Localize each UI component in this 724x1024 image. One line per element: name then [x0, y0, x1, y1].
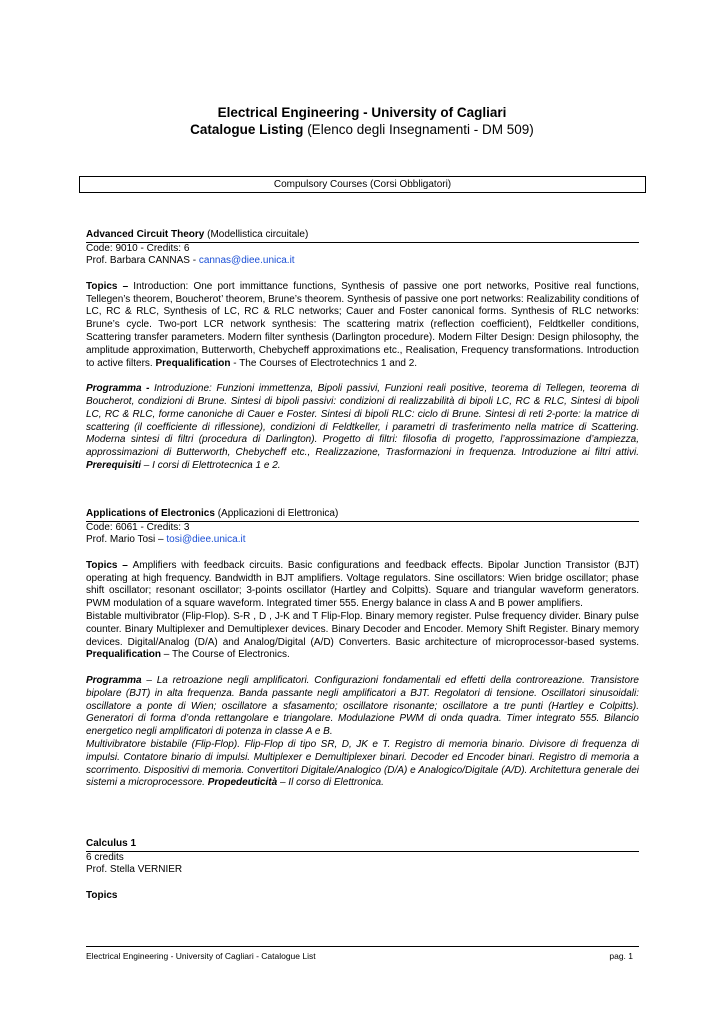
- course-code: Code: 9010 - Credits: 6: [86, 242, 190, 254]
- topics-text: Amplifiers with feedback circuits. Basic configurations and feedback effects. Bipolar Junction Transistor (BJT) operating at high frequency. Bandwidth in BJT amplifiers. Voltage regulators. Sine oscillators: Wien bridge oscillator; phase shift oscillator; resonant oscillator; 3-points oscillator (Hartley and Colpitts). Square and triangular waveform generators. PWM modulation of a square waveform. Integrated timer 555. Energy balance in class A and B power amplifiers.: [86, 559, 639, 610]
- course-advanced-circuit-theory: [86, 229, 639, 473]
- course-calculus-1: [86, 838, 639, 903]
- professor-name: Prof. Mario Tosi –: [86, 534, 167, 546]
- course-heading: [86, 508, 639, 522]
- course-applications-of-electronics: [86, 508, 639, 790]
- course-name: Advanced Circuit Theory: [86, 229, 205, 240]
- course-name: Applications of Electronics: [86, 508, 215, 519]
- programma-text: – La retroazione negli amplificatori. Configurazioni fondamentali ed effetti della controreazione. Transistore bipolare (BJT) in alta frequenza. Banda passante negli amplificatori a BJT. Regolatori di tensione. Oscillatori sinusoidali: oscillatore a ponte di Wien; oscillatore a sfasamento; oscillatore risonante; oscillatore a tre punti (Hartley e Colpitts). Generatori di forma d’onda rettangolare e triangolare. Modulazione PWM di onda quadra. Timer integrato 555. Bilancio energetico negli amplificatori di potenza in classe A e B.: [86, 675, 639, 738]
- course-name-it: (Applicazioni di Elettronica): [214, 508, 339, 519]
- document-title: Electrical Engineering - University of Cagliari: [217, 105, 507, 120]
- subtitle-bold: Catalogue Listing: [190, 122, 304, 137]
- topics-label: Topics –: [86, 559, 133, 571]
- page-footer: [86, 946, 639, 961]
- prereq-text: - The Courses of Electrotechnics 1 and 2.: [230, 357, 418, 369]
- prereq-it-text: – Il corso di Elettronica.: [277, 777, 384, 789]
- programma-label: Programma -: [86, 383, 155, 395]
- course-topics: [86, 281, 639, 371]
- course-topics: [86, 890, 639, 903]
- prereq-label: Prequalification: [155, 357, 231, 369]
- prereq-it-label: Propedeuticità: [207, 777, 278, 789]
- course-heading: [86, 229, 639, 243]
- prereq-text: – The Course of Electronics.: [161, 649, 290, 661]
- course-professor: [86, 255, 639, 268]
- prereq-it-label: Prerequisiti: [86, 460, 142, 472]
- professor-email-link[interactable]: tosi@diee.unica.it: [166, 534, 246, 546]
- course-programma: [86, 383, 639, 473]
- professor-name: Prof. Barbara CANNAS -: [86, 255, 199, 267]
- subtitle-rest: (Elenco degli Insegnamenti - DM 509): [303, 122, 534, 137]
- course-programma-continued: [86, 739, 639, 790]
- course-name: Calculus 1: [86, 838, 137, 849]
- page-number: pag. 1: [609, 951, 633, 961]
- topics-label: Topics –: [86, 280, 134, 292]
- programma-text-2: Multivibratore bistabile (Flip-Flop). Flip-Flop di tipo SR, D, JK e T. Registro di memoria binario. Divisore di frequenza di impulsi. Contatore binario di impulsi. Multiplexer e Demultiplexer binari. Decoder ed Encoder binari. Registro di memoria a scorrimento. Dispositivi di memoria. Convertitori Digitale/Analogico (D/A) e Analogico/Digitale (A/D). Architettura generale dei sistemi a microprocessore.: [86, 739, 639, 789]
- footer-title: Electrical Engineering - University of Cagliari - Catalogue List: [86, 951, 316, 961]
- course-professor: [86, 534, 639, 547]
- course-topics-continued: [86, 611, 639, 662]
- course-credits: 6 credits: [86, 851, 124, 863]
- programma-label: Programma: [86, 675, 142, 687]
- course-topics: [86, 560, 639, 611]
- topics-text: Introduction: One port immittance functions, Synthesis of passive one port networks, Positive real functions, Tellegen’s theorem, Boucherot’ theorem, Brune’s theorem. Synthesis of passive one port networks: Realizability conditions of LC, RC & RLC, Synthesis of LC, RC & RLC networks; Cauer and Foster canonical forms. Synthesis of RLC networks: Brune’s cycle. Two-port LCR network synthesis: The scattering matrix (reflection coefficient), Feldtkeller conditions, Scattering transfer parameters. Modern filter synthesis (Darlington procedure). Modern Filter Design: Design philosophy, the amplitude approximation, Butterworth, Chebycheff approximations etc., Realisation, Frequency transformations. Introduction to active filters.: [86, 280, 639, 369]
- programma-text: Introduzione: Funzioni immettenza, Bipoli passivi, Funzioni reali positive, teorema di Tellegen, teorema di Boucherot, condizioni di Brune. Sintesi di bipoli passivi: condizioni di realizzabilità di bipoli LC, RC & RLC, Sintesi di bipoli LC, RC & RLC, forme canoniche di Cauer e Foster. Sintesi di bipoli RLC: ciclo di Brune. Sintesi di reti 2-porte: la matrice di scattering (il coefficiente di riflessione), condizioni di Feldtkeller, i parametri di trasferimento nella matrice di Scattering. Moderna sintesi di filtri (procedura di Darlington). Progetto di filtri: filosofia di progetto, l’approssimazione d’ampiezza, approssimazioni di Butterworth, Chebycheff etc., Realizzazione, Trasformazioni in frequenza. Introduzione ai filtri attivi.: [86, 383, 639, 459]
- course-professor: Prof. Stella VERNIER: [86, 864, 183, 876]
- course-code: Code: 6061 - Credits: 3: [86, 521, 190, 533]
- prereq-label: Prequalification: [86, 649, 162, 661]
- professor-email-link[interactable]: cannas@diee.unica.it: [198, 255, 295, 267]
- course-heading: [86, 838, 639, 852]
- compulsory-courses-box: Compulsory Courses (Corsi Obbligatori): [79, 176, 646, 193]
- prereq-it-text: – I corsi di Elettrotecnica 1 e 2.: [141, 460, 281, 472]
- course-name-it: (Modellistica circuitale): [204, 229, 309, 240]
- course-programma: [86, 675, 639, 739]
- topics-text-2: Bistable multivibrator (Flip-Flop). S-R , D , J-K and T Flip-Flop. Binary memory register. Pulse frequency divider. Binary pulse counter. Binary Multiplexer and Demultiplexer devices. Binary Decoder and Encoder. Memory Shift Register. Binary memory devices. Digital/Analog (D/A) and Analog/Digital (A/D) Converters. Basic architecture of microprocessor-based systems.: [86, 611, 639, 648]
- topics-label: Topics: [86, 889, 118, 901]
- document-subtitle: [0, 121, 724, 138]
